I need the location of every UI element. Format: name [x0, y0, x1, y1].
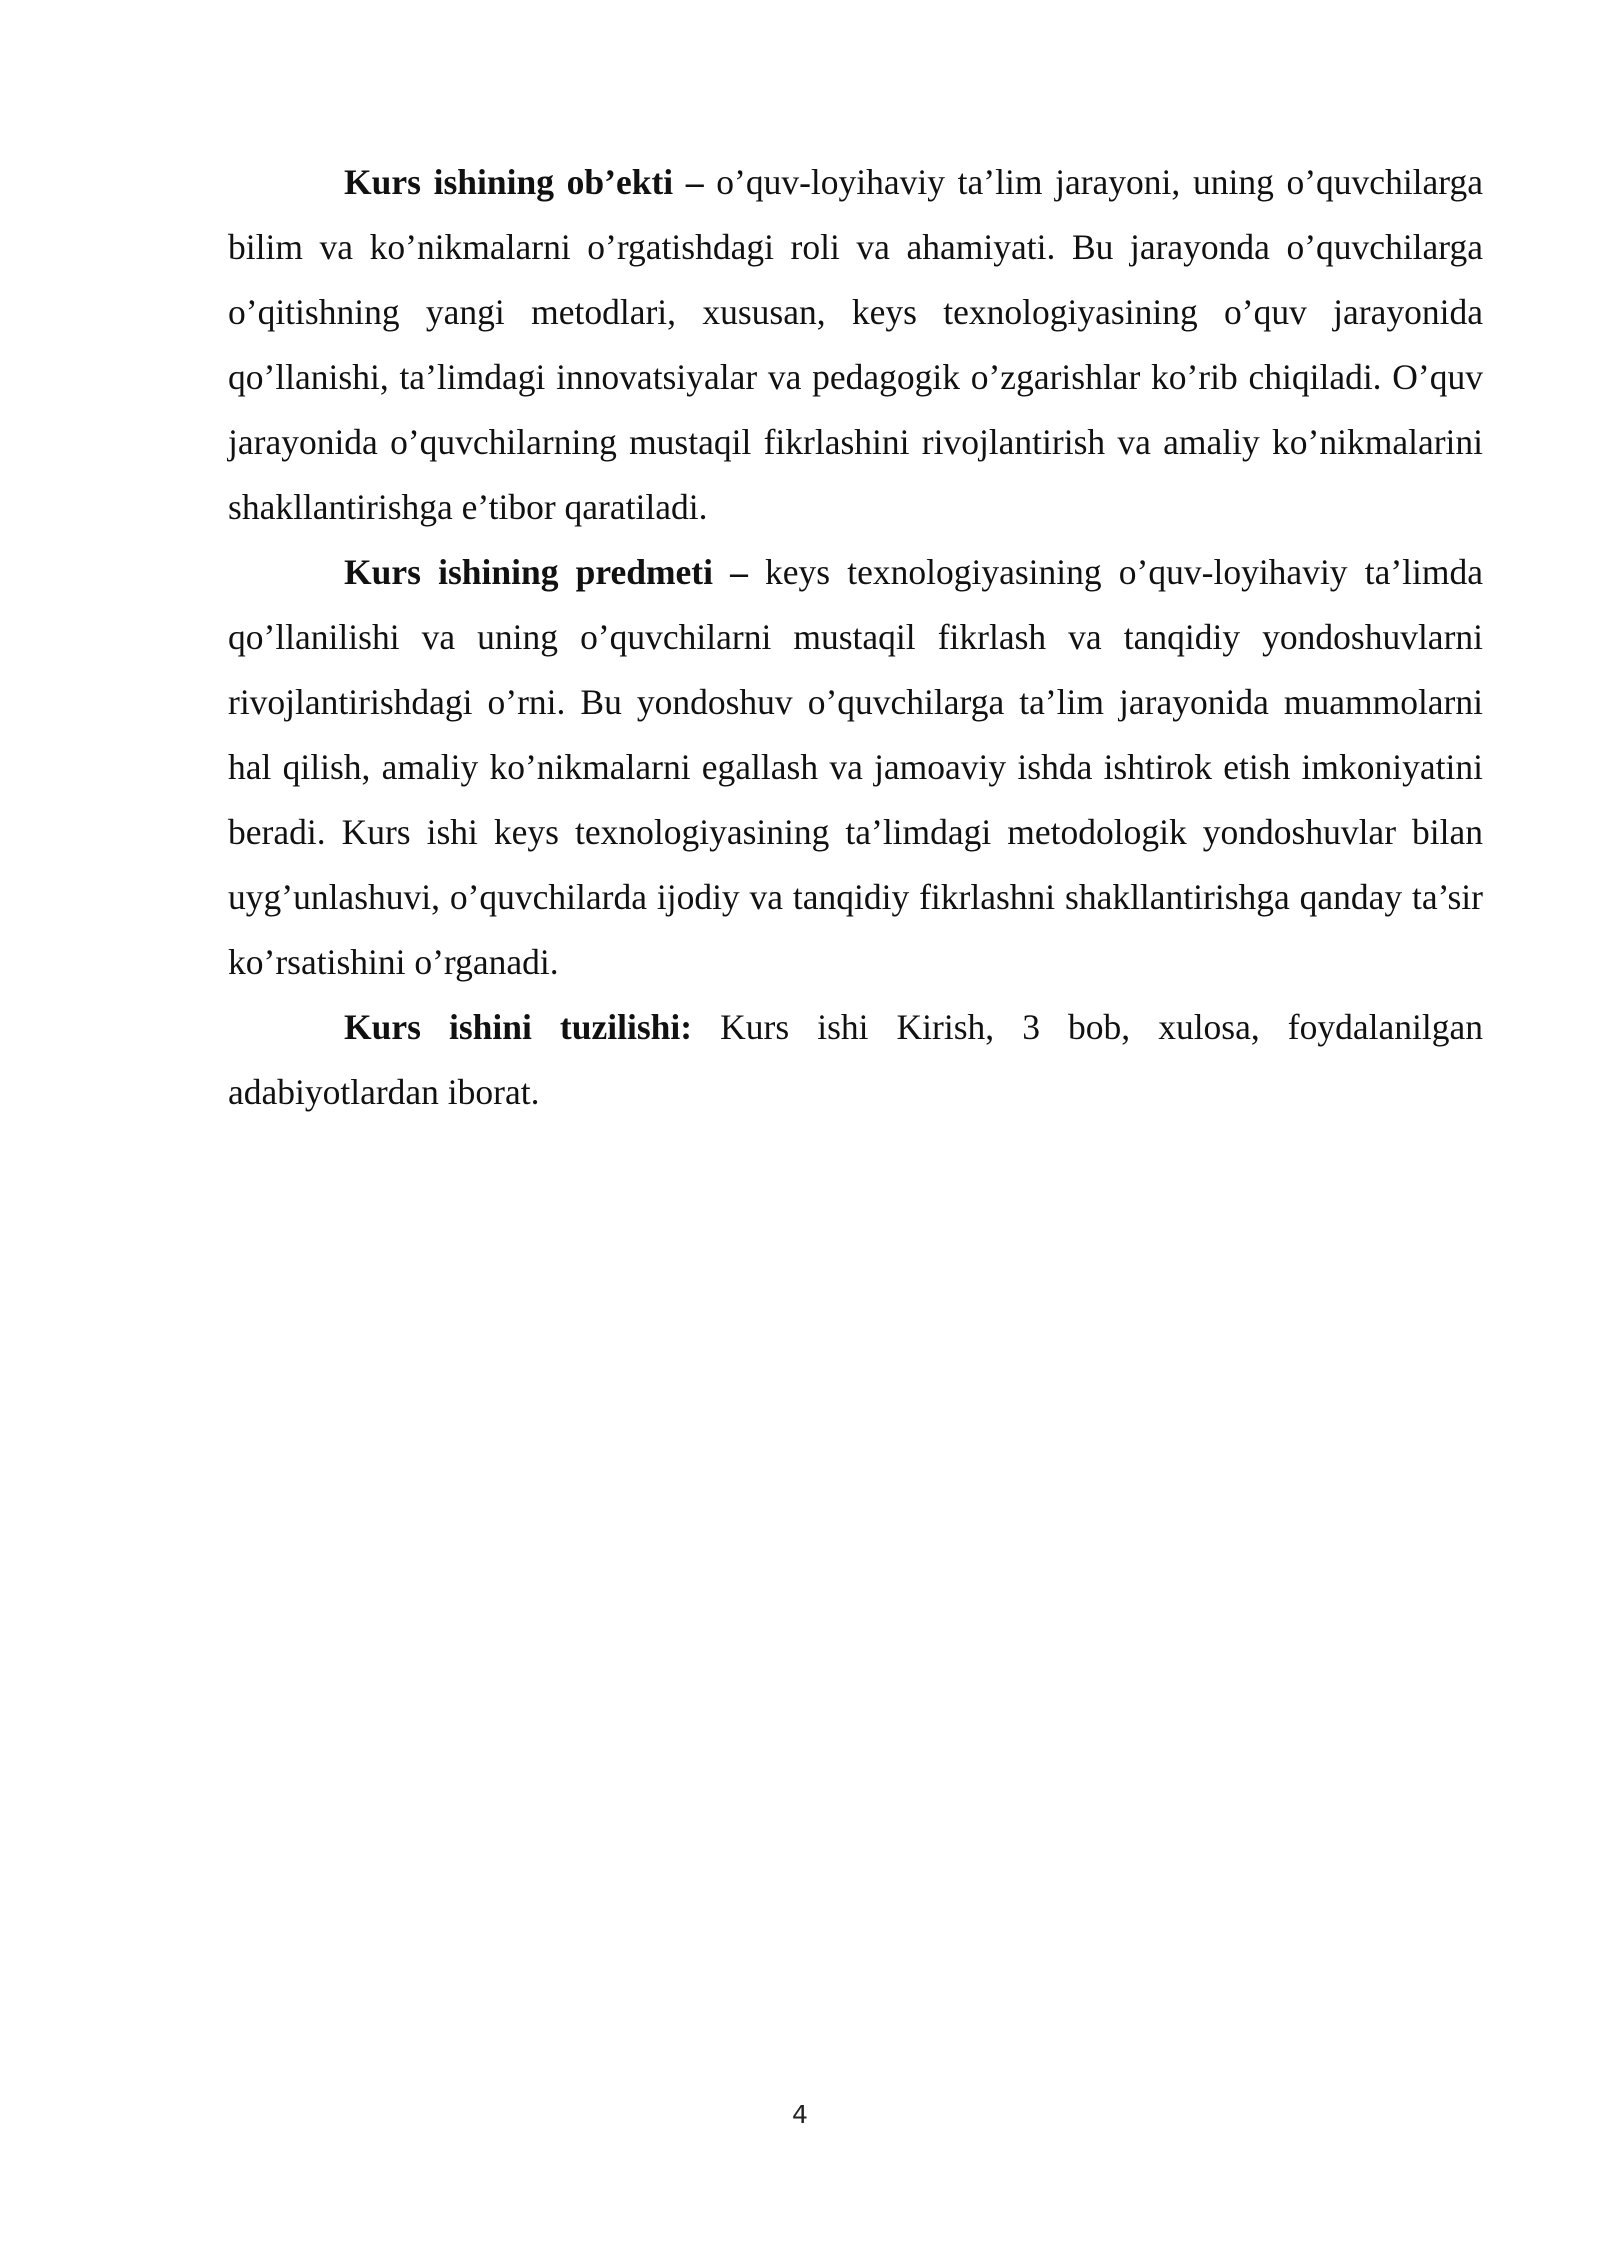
paragraph-subject-text: keys texnologiyasining o’quv-loyihaviy ta’limda qo’llanilishi va uning o’quvchilarni mustaqil fikrlash va tanqidiy yondoshuvlarni rivojlantirishdagi o’rni. Bu yondoshuv o’quvchilarga ta’lim jarayonida muammolarni hal qilish, amaliy ko’nikmalarni egallash va jamoaviy ishda ishtirok etish imkoniyatini beradi. Kurs ishi keys texnologiyasining ta’limdagi metodologik yondoshuvlar bilan uyg’unlashuvi, o’quvchilarda ijodiy va tanqidiy fikrlashni shakllantirishga qanday ta’sir ko’rsatishini o’rganadi. [228, 552, 1483, 982]
paragraph-object [228, 150, 1483, 540]
page-number: 4 [792, 2100, 808, 2129]
paragraph-structure-text: Kurs ishi Kirish, 3 bob, xulosa, foydalanilgan adabiyotlardan iborat. [228, 1007, 1483, 1112]
document-body [228, 150, 1483, 1125]
paragraph-object-heading: Kurs ishining ob’ekti – [344, 162, 704, 202]
paragraph-subject [228, 540, 1483, 995]
paragraph-structure-heading: Kurs ishini tuzilishi: [344, 1007, 693, 1047]
paragraph-object-text: o’quv-loyihaviy ta’lim jarayoni, uning o’quvchilarga bilim va ko’nikmalarni o’rgatishdagi roli va ahamiyati. Bu jarayonda o’quvchilarga o’qitishning yangi metodlari, xususan, keys texnologiyasining o’quv jarayonida qo’llanishi, ta’limdagi innovatsiyalar va pedagogik o’zgarishlar ko’rib chiqiladi. O’quv jarayonida o’quvchilarning mustaqil fikrlashini rivojlantirish va amaliy ko’nikmalarini shakllantirishga e’tibor qaratiladi. [228, 162, 1483, 527]
paragraph-structure [228, 995, 1483, 1125]
paragraph-subject-heading: Kurs ishining predmeti – [344, 552, 748, 592]
